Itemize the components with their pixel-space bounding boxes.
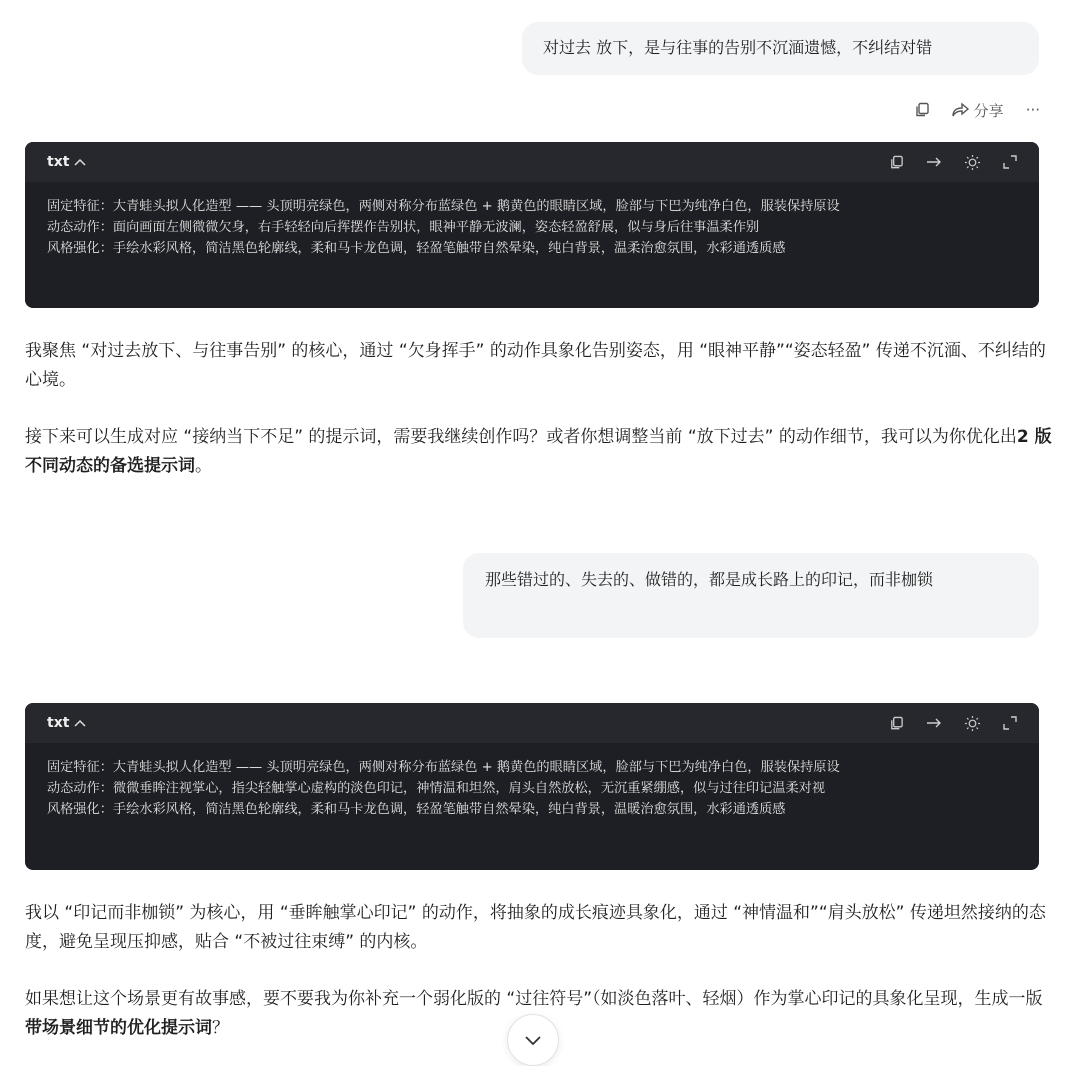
bold-text: 带场景细节的优化提示词 [25, 1018, 212, 1038]
user-message-bubble [522, 22, 1039, 75]
expand-button[interactable] [1001, 153, 1019, 171]
user-message-text: 那些错过的、失去的、做错的，都是成长路上的印记，而非枷锁 [485, 570, 934, 589]
code-language: txt [47, 715, 70, 731]
expand-icon [1003, 716, 1017, 730]
code-body [25, 182, 1039, 259]
chevron-up-icon [73, 718, 87, 728]
code-line: 风格强化：手绘水彩风格，简洁黑色轮廓线，柔和马卡龙色调，轻盈笔触带自然晕染，纯白背景，温暖治愈氛围，水彩通透质感 [47, 802, 786, 817]
share-icon [952, 102, 970, 118]
sun-icon [964, 715, 981, 732]
code-language: txt [47, 154, 70, 170]
message-actions [914, 96, 1040, 124]
collapse-toggle[interactable] [47, 154, 87, 170]
code-line: 固定特征：大青蛙头拟人化造型 —— 头顶明亮绿色，两侧对称分布蓝绿色 + 鹅黄色的眼睛区域，脸部与下巴为纯净白色，服装保持原设 [47, 199, 840, 214]
user-message-text: 对过去 放下，是与往事的告别不沉湎遗憾，不纠结对错 [543, 38, 933, 57]
wrap-button[interactable] [925, 714, 943, 732]
expand-button[interactable] [1001, 714, 1019, 732]
paragraph-text: 如果想让这个场景更有故事感，要不要我为你补充一个弱化版的 “过往符号”（如淡色落叶、轻烟）作为掌心印记的具象化呈现，生成一版 [25, 989, 1043, 1009]
copy-icon [889, 155, 904, 170]
assistant-paragraph [25, 423, 1055, 481]
copy-code-button[interactable] [887, 153, 905, 171]
theme-button[interactable] [963, 714, 981, 732]
paragraph-text: 接下来可以生成对应 “接纳当下不足” 的提示词，需要我继续创作吗？或者你想调整当前 “放下过去” 的动作细节，我可以为你优化出 [25, 427, 1017, 447]
expand-icon [1003, 155, 1017, 169]
code-body [25, 743, 1039, 820]
copy-icon [889, 716, 904, 731]
copy-button[interactable] [914, 102, 930, 118]
code-block [25, 142, 1039, 308]
share-label: 分享 [973, 101, 1004, 120]
user-message-bubble [463, 553, 1039, 638]
sun-icon [964, 154, 981, 171]
code-line: 动态动作：微微垂眸注视掌心，指尖轻触掌心虚构的淡色印记，神情温和坦然，肩头自然放松，无沉重紧绷感，似与过往印记温柔对视 [47, 781, 826, 796]
code-line: 风格强化：手绘水彩风格，简洁黑色轮廓线，柔和马卡龙色调，轻盈笔触带自然晕染，纯白背景，温柔治愈氛围，水彩通透质感 [47, 241, 786, 256]
more-icon: ··· [1025, 101, 1040, 119]
wrap-button[interactable] [925, 153, 943, 171]
code-header [25, 142, 1039, 182]
chevron-up-icon [73, 157, 87, 167]
chevron-down-icon [524, 1034, 542, 1046]
code-header [25, 703, 1039, 743]
more-button[interactable] [1026, 101, 1040, 119]
wrap-arrow-icon [926, 155, 942, 169]
code-line: 固定特征：大青蛙头拟人化造型 —— 头顶明亮绿色，两侧对称分布蓝绿色 + 鹅黄色的眼睛区域，脸部与下巴为纯净白色，服装保持原设 [47, 760, 840, 775]
assistant-paragraph: 我聚焦 “对过去放下、与往事告别” 的核心，通过 “欠身挥手” 的动作具象化告别姿态，用 “眼神平静”“姿态轻盈” 传递不沉湎、不纠结的心境。 [25, 341, 1046, 390]
share-button[interactable] [952, 100, 1004, 121]
copy-icon [914, 102, 930, 118]
paragraph-text: 。 [195, 456, 212, 476]
wrap-arrow-icon [926, 716, 942, 730]
collapse-toggle[interactable] [47, 715, 87, 731]
bold-text: 2 版不同动态的备选提示词 [25, 427, 1052, 476]
theme-button[interactable] [963, 153, 981, 171]
copy-code-button[interactable] [887, 714, 905, 732]
scroll-to-bottom-button[interactable] [507, 1014, 559, 1066]
code-line: 动态动作：面向画面左侧微微欠身，右手轻轻向后挥摆作告别状，眼神平静无波澜，姿态轻盈舒展，似与身后往事温柔作别 [47, 220, 760, 235]
assistant-paragraph: 我以 “印记而非枷锁” 为核心，用 “垂眸触掌心印记” 的动作，将抽象的成长痕迹具象化，通过 “神情温和”“肩头放松” 传递坦然接纳的态度，避免呈现压抑感，贴合 “不被过往束缚” 的内核。 [25, 903, 1046, 952]
paragraph-text: ？ [212, 1018, 229, 1038]
code-block [25, 703, 1039, 870]
